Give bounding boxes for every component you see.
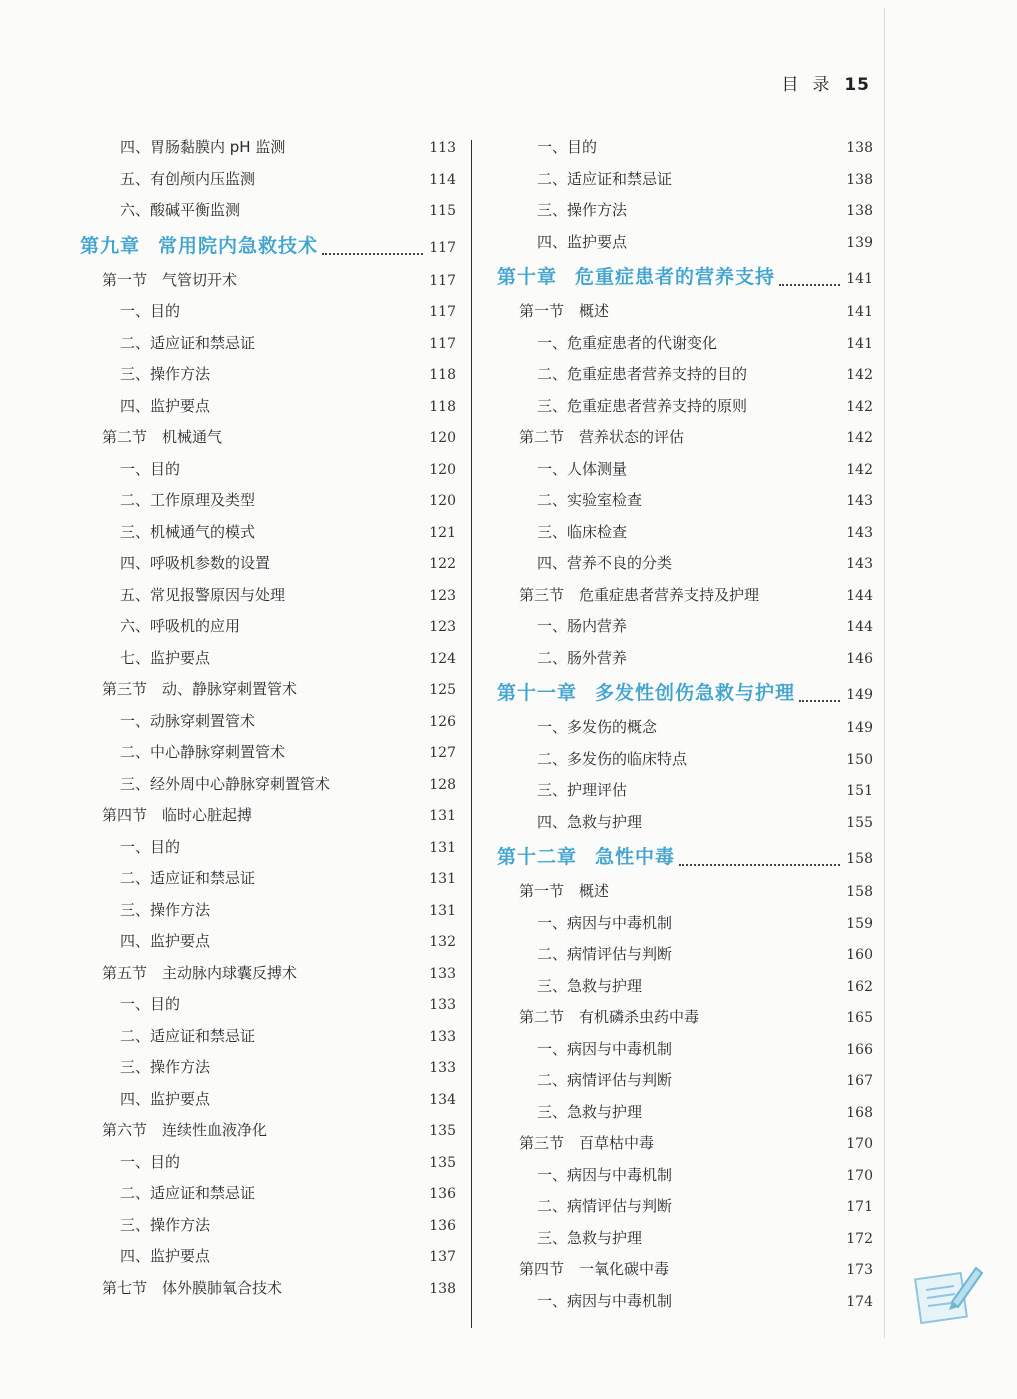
page-number: 135	[429, 1123, 456, 1139]
page-number: 124	[429, 650, 456, 667]
subsection-entry	[80, 328, 456, 360]
leader-dots	[679, 863, 840, 866]
page-number: 172	[846, 1230, 873, 1247]
subsection-entry	[80, 1241, 456, 1273]
entry-title: 二、多发伤的临床特点	[537, 749, 688, 768]
entry-title: 四、监护要点	[537, 232, 628, 251]
entry-title: 第四节 一氧化碳中毒	[519, 1260, 670, 1278]
subsection-entry	[497, 1097, 873, 1129]
entry-title: 第三节 动、静脉穿刺置管术	[102, 680, 298, 698]
page-number: 170	[846, 1136, 873, 1152]
chapter-title: 危重症患者的营养支持	[575, 266, 776, 288]
page-number: 118	[429, 398, 456, 415]
page-number: 149	[846, 720, 873, 736]
entry-title: 二、适应证和禁忌证	[120, 333, 256, 352]
entry-title: 二、工作原理及类型	[120, 491, 256, 509]
entry-title: 二、病情评估与判断	[537, 945, 673, 963]
subsection-entry	[497, 939, 873, 971]
chapter-title: 多发性创伤急救与护理	[595, 682, 796, 704]
page-number: 168	[846, 1104, 873, 1121]
subsection-entry	[80, 643, 456, 675]
entry-title: 一、病因与中毒机制	[537, 1291, 673, 1310]
page-number: 121	[429, 524, 456, 541]
page-number: 159	[846, 915, 873, 932]
entry-title: 三、急救与护理	[537, 1102, 643, 1121]
page-number: 132	[429, 934, 456, 950]
section-entry	[80, 1273, 456, 1305]
page-number: 131	[429, 871, 456, 887]
page-number: 139	[846, 234, 873, 251]
entry-title: 六、呼吸机的应用	[120, 617, 241, 635]
page-number: 143	[846, 524, 873, 541]
entry-title: 三、护理评估	[537, 781, 628, 799]
page-number: 133	[429, 1060, 456, 1076]
entry-title: 四、胃肠黏膜内 pH 监测	[120, 138, 286, 156]
subsection-entry	[497, 548, 873, 580]
entry-title: 一、肠内营养	[537, 617, 628, 635]
page-number: 135	[429, 1154, 456, 1171]
page-number: 117	[429, 239, 456, 256]
page-number: 138	[846, 171, 873, 188]
subsection-entry	[497, 712, 873, 744]
entry-title: 四、监护要点	[120, 396, 211, 415]
section-entry	[80, 422, 456, 454]
entry-title: 一、病因与中毒机制	[537, 1165, 673, 1184]
page-number: 120	[429, 493, 456, 509]
page-number: 138	[846, 140, 873, 156]
page-number: 142	[846, 398, 873, 415]
page-number: 155	[846, 814, 873, 831]
subsection-entry	[80, 1084, 456, 1116]
subsection-entry	[497, 517, 873, 549]
entry-title: 一、目的	[120, 1152, 181, 1171]
entry-title: 一、人体测量	[537, 459, 628, 478]
entry-title: 三、急救与护理	[537, 1228, 643, 1247]
entry-title: 三、经外周中心静脉穿刺置管术	[120, 774, 331, 793]
entry-title: 二、适应证和禁忌证	[537, 169, 673, 188]
subsection-entry	[80, 1147, 456, 1179]
subsection-entry	[80, 895, 456, 927]
page-number: 162	[846, 978, 873, 995]
subsection-entry	[80, 737, 456, 769]
page-number: 117	[429, 304, 456, 320]
subsection-entry	[80, 863, 456, 895]
page-number: 131	[429, 902, 456, 919]
subsection-entry	[497, 744, 873, 776]
subsection-entry	[497, 164, 873, 196]
section-entry	[497, 296, 873, 328]
section-entry	[80, 958, 456, 990]
entry-title: 二、实验室检查	[537, 491, 643, 509]
entry-title: 二、危重症患者营养支持的目的	[537, 365, 748, 383]
section-entry	[497, 1128, 873, 1160]
subsection-entry	[497, 1034, 873, 1066]
page-number: 133	[429, 1028, 456, 1045]
page-number: 143	[846, 493, 873, 509]
subsection-entry	[80, 989, 456, 1021]
entry-title: 三、机械通气的模式	[120, 522, 256, 541]
subsection-entry	[497, 971, 873, 1003]
entry-title: 三、急救与护理	[537, 976, 643, 995]
subsection-entry	[497, 227, 873, 259]
subsection-entry	[80, 1178, 456, 1210]
chapter-heading	[497, 838, 873, 876]
page-number: 142	[846, 430, 873, 446]
section-entry	[497, 422, 873, 454]
entry-title: 三、操作方法	[120, 1058, 211, 1076]
entry-title: 第二节 营养状态的评估	[519, 428, 685, 446]
page-edge	[884, 8, 885, 1338]
entry-title: 四、监护要点	[120, 932, 211, 950]
page-number: 149	[846, 687, 873, 703]
page-number: 133	[429, 965, 456, 982]
entry-title: 七、监护要点	[120, 648, 211, 667]
entry-title: 一、目的	[120, 837, 181, 856]
page-number: 122	[429, 556, 456, 572]
page-number: 160	[846, 947, 873, 963]
page-number: 120	[429, 430, 456, 446]
page-number: 142	[846, 461, 873, 478]
page-number: 174	[846, 1293, 873, 1310]
entry-title: 第七节 体外膜肺氧合技术	[102, 1278, 283, 1297]
subsection-entry	[497, 611, 873, 643]
chapter-number: 第十二章	[497, 846, 578, 868]
page-number: 146	[846, 650, 873, 667]
page-number: 134	[429, 1091, 456, 1108]
section-entry	[497, 1002, 873, 1034]
entry-title: 三、临床检查	[537, 522, 628, 541]
leader-dots	[322, 252, 423, 255]
subsection-entry	[80, 769, 456, 801]
subsection-entry	[497, 328, 873, 360]
entry-title: 一、目的	[120, 302, 181, 320]
page-number: 123	[429, 587, 456, 604]
page-number: 127	[429, 745, 456, 761]
page-number: 126	[429, 713, 456, 730]
page-number: 118	[429, 367, 456, 383]
section-entry	[497, 876, 873, 908]
entry-title: 第一节 概述	[519, 882, 610, 900]
subsection-entry	[80, 195, 456, 227]
entry-title: 三、操作方法	[120, 900, 211, 919]
entry-title: 二、肠外营养	[537, 648, 628, 667]
notepad-pencil-icon	[912, 1258, 984, 1328]
page-header	[782, 70, 870, 95]
page-number: 158	[846, 884, 873, 900]
entry-title: 一、危重症患者的代谢变化	[537, 333, 718, 352]
entry-title: 第三节 危重症患者营养支持及护理	[519, 585, 760, 604]
subsection-entry	[497, 775, 873, 807]
section-entry	[80, 674, 456, 706]
page-number: 170	[846, 1167, 873, 1184]
entry-title: 三、操作方法	[120, 1215, 211, 1234]
section-entry	[80, 1115, 456, 1147]
section-entry	[80, 800, 456, 832]
subsection-entry	[497, 908, 873, 940]
page-number: 117	[429, 335, 456, 352]
entry-title: 一、目的	[120, 995, 181, 1013]
page-number: 128	[429, 776, 456, 793]
page-number: 131	[429, 808, 456, 824]
page-number: 142	[846, 367, 873, 383]
entry-title: 三、危重症患者营养支持的原则	[537, 396, 748, 415]
subsection-entry	[497, 807, 873, 839]
page-number: 133	[429, 997, 456, 1013]
entry-title: 四、营养不良的分类	[537, 554, 673, 572]
entry-title: 四、监护要点	[120, 1247, 211, 1265]
entry-title: 第一节 概述	[519, 302, 610, 320]
page-number: 151	[846, 783, 873, 799]
subsection-entry	[80, 296, 456, 328]
page-number: 141	[846, 335, 873, 352]
subsection-entry	[80, 517, 456, 549]
page-number: 120	[429, 461, 456, 478]
subsection-entry	[497, 1286, 873, 1318]
leader-dots	[799, 699, 840, 702]
entry-title: 四、急救与护理	[537, 812, 643, 831]
entry-title: 二、适应证和禁忌证	[120, 1184, 256, 1202]
entry-title: 第二节 有机磷杀虫药中毒	[519, 1008, 700, 1026]
subsection-entry	[497, 132, 873, 164]
page-number: 123	[429, 619, 456, 635]
page-number: 143	[846, 556, 873, 572]
entry-title: 第五节 主动脉内球囊反搏术	[102, 963, 298, 982]
entry-title: 第一节 气管切开术	[102, 270, 238, 289]
chapter-number: 第十章	[497, 266, 558, 288]
page-number: 165	[846, 1010, 873, 1026]
subsection-entry	[497, 1160, 873, 1192]
page-number: 171	[846, 1199, 873, 1215]
page-number: 166	[846, 1041, 873, 1058]
header-label: 目 录	[781, 75, 831, 95]
subsection-entry	[497, 643, 873, 675]
subsection-entry	[80, 164, 456, 196]
entry-title: 第六节 连续性血液净化	[102, 1121, 268, 1139]
entry-title: 二、适应证和禁忌证	[120, 869, 256, 887]
chapter-title: 急性中毒	[595, 846, 676, 868]
entry-title: 二、病情评估与判断	[537, 1197, 673, 1215]
page-number: 167	[846, 1073, 873, 1089]
subsection-entry	[80, 485, 456, 517]
subsection-entry	[497, 454, 873, 486]
entry-title: 四、监护要点	[120, 1089, 211, 1108]
page-number: 137	[429, 1249, 456, 1265]
page-number: 117	[429, 272, 456, 289]
entry-title: 二、适应证和禁忌证	[120, 1026, 256, 1045]
entry-title: 一、多发伤的概念	[537, 718, 658, 736]
page-number: 115	[429, 203, 456, 219]
column-divider	[471, 140, 472, 1328]
subsection-entry	[80, 548, 456, 580]
page-number: 141	[846, 304, 873, 320]
subsection-entry	[497, 391, 873, 423]
subsection-entry	[80, 132, 456, 164]
subsection-entry	[80, 391, 456, 423]
entry-title: 六、酸碱平衡监测	[120, 201, 241, 219]
section-entry	[497, 1254, 873, 1286]
entry-title: 第四节 临时心脏起搏	[102, 806, 253, 824]
entry-title: 第二节 机械通气	[102, 428, 223, 446]
subsection-entry	[80, 706, 456, 738]
page-number: 131	[429, 839, 456, 856]
page-number: 144	[846, 587, 873, 604]
subsection-entry	[497, 1065, 873, 1097]
subsection-entry	[80, 832, 456, 864]
page-number: 138	[429, 1280, 456, 1297]
page-number: 138	[846, 203, 873, 219]
page-number: 158	[846, 851, 873, 867]
leader-dots	[779, 283, 840, 286]
section-entry	[80, 265, 456, 297]
subsection-entry	[80, 1210, 456, 1242]
page-number: 150	[846, 751, 873, 768]
subsection-entry	[80, 926, 456, 958]
toc-right-column	[497, 132, 873, 1317]
entry-title: 二、中心静脉穿刺置管术	[120, 743, 286, 761]
entry-title: 一、病因与中毒机制	[537, 913, 673, 932]
entry-title: 一、病因与中毒机制	[537, 1039, 673, 1058]
entry-title: 三、操作方法	[120, 365, 211, 383]
chapter-number: 第十一章	[497, 682, 578, 704]
subsection-entry	[497, 1191, 873, 1223]
page-number: 136	[429, 1186, 456, 1202]
subsection-entry	[80, 359, 456, 391]
toc-left-column	[80, 132, 456, 1304]
chapter-number: 第九章	[80, 234, 141, 257]
entry-title: 四、呼吸机参数的设置	[120, 554, 271, 572]
entry-title: 第三节 百草枯中毒	[519, 1134, 655, 1152]
page-number: 144	[846, 619, 873, 635]
page-number: 141	[846, 271, 873, 287]
chapter-heading	[497, 674, 873, 712]
section-entry	[497, 580, 873, 612]
chapter-title: 常用院内急救技术	[158, 234, 319, 257]
subsection-entry	[80, 611, 456, 643]
subsection-entry	[80, 454, 456, 486]
page-number: 113	[429, 140, 456, 156]
subsection-entry	[80, 1021, 456, 1053]
entry-title: 五、有创颅内压监测	[120, 169, 256, 188]
chapter-heading	[80, 227, 456, 265]
page-number: 173	[846, 1262, 873, 1278]
chapter-heading	[497, 258, 873, 296]
entry-title: 一、目的	[537, 138, 598, 156]
page-number: 114	[429, 171, 456, 188]
subsection-entry	[80, 580, 456, 612]
subsection-entry	[497, 359, 873, 391]
entry-title: 一、目的	[120, 459, 181, 478]
header-page-number: 15	[844, 75, 870, 95]
subsection-entry	[497, 195, 873, 227]
page-number: 125	[429, 682, 456, 698]
entry-title: 一、动脉穿刺置管术	[120, 711, 256, 730]
entry-title: 二、病情评估与判断	[537, 1071, 673, 1089]
entry-title: 五、常见报警原因与处理	[120, 585, 286, 604]
page-number: 136	[429, 1217, 456, 1234]
subsection-entry	[497, 1223, 873, 1255]
entry-title: 三、操作方法	[537, 201, 628, 219]
subsection-entry	[80, 1052, 456, 1084]
subsection-entry	[497, 485, 873, 517]
